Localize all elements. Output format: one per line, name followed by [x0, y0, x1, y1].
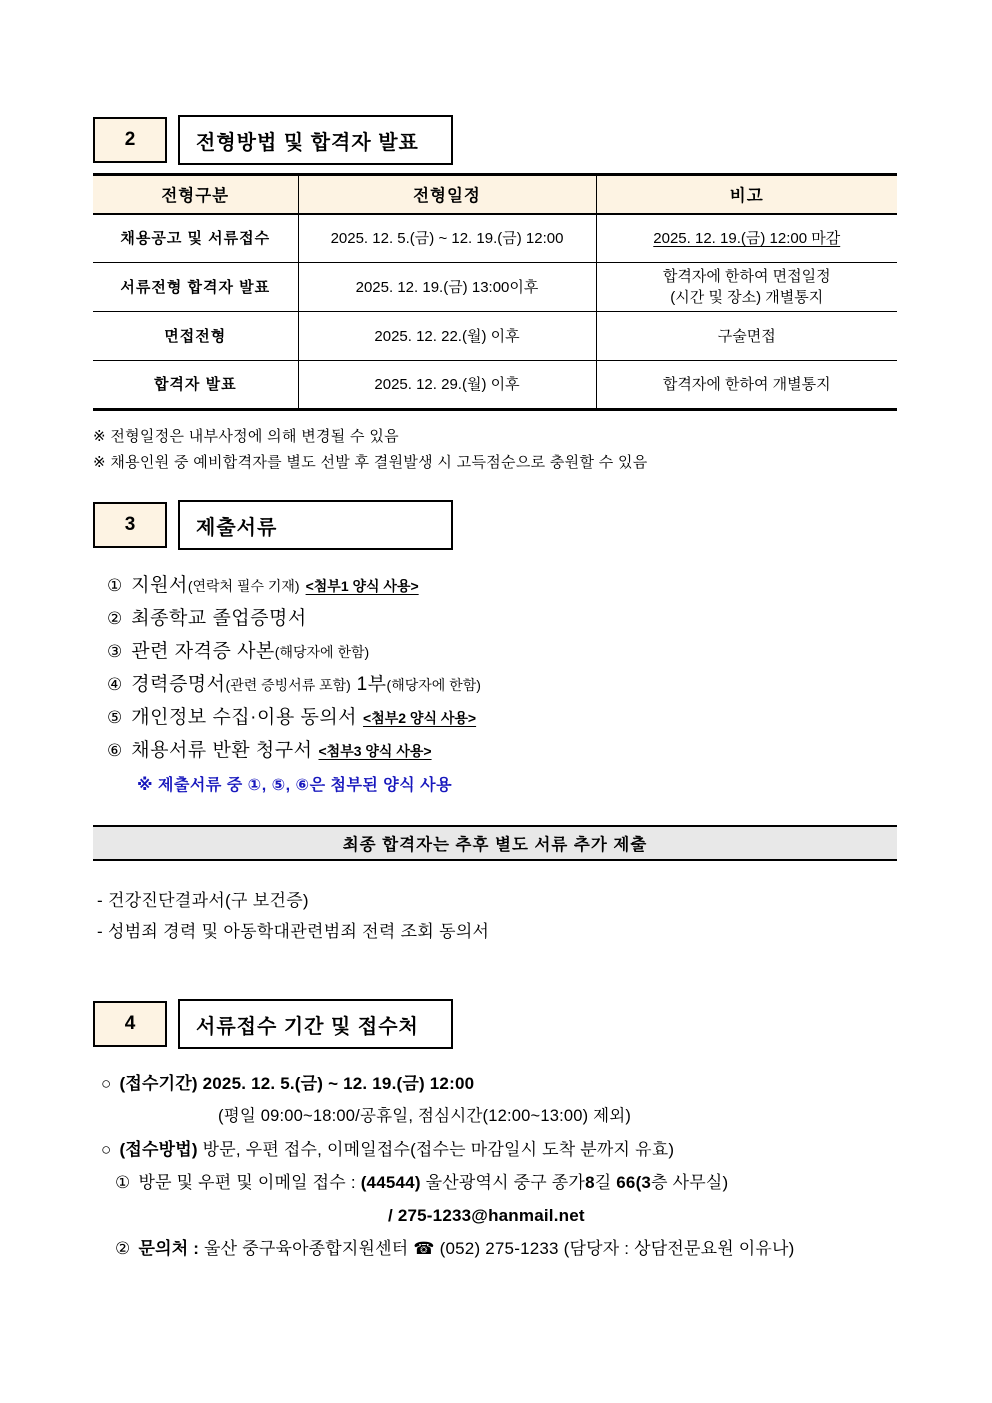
postal-code: (44544)	[360, 1173, 421, 1192]
note-line: ※ 전형일정은 내부사정에 의해 변경될 수 있음	[93, 428, 399, 445]
item-subtext: (해당자에 한함)	[274, 644, 370, 660]
section-4-title: 서류접수 기간 및 접수처	[178, 999, 453, 1049]
section-3-number-badge: 3	[93, 502, 167, 548]
cell-category: 채용공고 및 서류접수	[93, 214, 298, 263]
contact-value: 울산 중구육아종합지원센터 ☎ (052) 275-1233 (담당자 : 상담전문요원 이유나)	[199, 1239, 795, 1258]
reception-method-label: (접수방법)	[119, 1140, 198, 1159]
item-number: ②	[115, 1239, 131, 1258]
table-row-interview	[93, 312, 897, 361]
reception-period-label: (접수기간)	[119, 1074, 198, 1093]
address-text: 방문 및 우편 및 이메일 접수 :	[138, 1173, 361, 1192]
list-item	[107, 735, 897, 768]
item-text: 경력증명서	[131, 674, 226, 695]
list-item	[107, 603, 897, 636]
section-4-number-badge: 4	[93, 1001, 167, 1047]
cell-remark	[596, 263, 897, 312]
item-number: ②	[107, 609, 123, 628]
cell-category: 면접전형	[93, 312, 298, 361]
address-text: 66(3	[616, 1173, 652, 1192]
section-3-header	[93, 500, 897, 550]
column-header-category: 전형구분	[93, 175, 298, 214]
attachment-form-note: <첨부2 양식 사용>	[363, 710, 477, 726]
item-text: 1부	[350, 674, 387, 695]
item-subtext: (해당자에 한함)	[386, 677, 481, 693]
list-item	[107, 669, 897, 702]
address-text: 층 사무실)	[651, 1173, 729, 1192]
list-item	[107, 570, 897, 603]
selection-schedule-table	[93, 173, 897, 411]
cell-remark: 구술면접	[596, 312, 897, 361]
extra-doc-line: - 건강진단결과서(구 보건증)	[97, 891, 309, 910]
item-number: ⑥	[107, 741, 123, 760]
contact-line	[93, 1232, 897, 1265]
note-line: ※ 채용인원 중 예비합격자를 별도 선발 후 결원발생 시 고득점순으로 충원할 수 있음	[93, 454, 648, 471]
item-text: 최종학교 졸업증명서	[131, 608, 307, 629]
table-row-application	[93, 214, 897, 263]
column-header-schedule: 전형일정	[298, 175, 596, 214]
address-text: 울산광역시 중구 종가	[420, 1173, 586, 1192]
item-number: ①	[107, 576, 123, 595]
item-number: ①	[115, 1173, 131, 1192]
section-3-title: 제출서류	[178, 500, 453, 550]
cell-schedule: 2025. 12. 22.(월) 이후	[298, 312, 596, 361]
reception-period-value: 2025. 12. 5.(금) ~ 12. 19.(금) 12:00	[197, 1074, 475, 1093]
cell-schedule: 2025. 12. 29.(월) 이후	[298, 361, 596, 410]
item-subtext: (연락처 필수 기재)	[187, 578, 300, 594]
address-text: 길	[594, 1173, 617, 1192]
column-header-remark: 비고	[596, 175, 897, 214]
reception-period-line	[93, 1067, 897, 1100]
attached-forms-note: ※ 제출서류 중 ①, ⑤, ⑥은 첨부된 양식 사용	[137, 777, 453, 794]
cell-remark: 합격자에 한하여 개별통지	[596, 361, 897, 410]
submission-document-list	[93, 570, 897, 800]
contact-label: 문의처 :	[138, 1239, 200, 1258]
reception-info	[93, 1067, 897, 1265]
circle-bullet: ○	[101, 1140, 112, 1159]
list-item	[107, 702, 897, 735]
item-text: 개인정보 수집·이용 동의서	[131, 707, 358, 728]
attachment-form-note: <첨부3 양식 사용>	[318, 743, 432, 759]
reception-address-line	[93, 1166, 897, 1199]
list-item	[107, 636, 897, 669]
cell-remark	[596, 214, 897, 263]
section-4-header	[93, 999, 897, 1049]
item-text: 지원서	[131, 575, 188, 596]
additional-documents-list	[93, 885, 897, 947]
address-text: 8	[585, 1173, 595, 1192]
item-subtext: (관련 증빙서류 포함)	[225, 677, 351, 693]
remark-line-1: 합격자에 한하여 면접일정	[662, 268, 831, 285]
item-number: ④	[107, 675, 123, 694]
table-header-row	[93, 175, 897, 214]
deadline-underlined-text: 2025. 12. 19.(금) 12:00 마감	[653, 229, 841, 247]
reception-hours-line: (평일 09:00~18:00/공휴일, 점심시간(12:00~13:00) 제외)	[218, 1107, 632, 1125]
item-text: 채용서류 반환 청구서	[131, 740, 313, 761]
table-row-document-result	[93, 263, 897, 312]
item-text: 관련 자격증 사본	[131, 641, 275, 662]
schedule-notes	[93, 424, 897, 476]
cell-schedule: 2025. 12. 5.(금) ~ 12. 19.(금) 12:00	[298, 214, 596, 263]
remark-line-2: (시간 및 장소) 개별통지	[670, 289, 824, 306]
section-2-number-badge: 2	[93, 117, 167, 163]
table-row-final-result	[93, 361, 897, 410]
final-candidate-banner: 최종 합격자는 추후 별도 서류 추가 제출	[93, 825, 897, 861]
reception-method-value: 방문, 우편 접수, 이메일접수(접수는 마감일시 도착 분까지 유효)	[197, 1140, 675, 1159]
cell-schedule: 2025. 12. 19.(금) 13:00이후	[298, 263, 596, 312]
reception-method-line	[93, 1133, 897, 1166]
cell-category: 서류전형 합격자 발표	[93, 263, 298, 312]
section-2-title: 전형방법 및 합격자 발표	[178, 115, 453, 165]
circle-bullet: ○	[101, 1074, 112, 1093]
extra-doc-line: - 성범죄 경력 및 아동학대관련범죄 전력 조회 동의서	[97, 922, 490, 941]
section-2-header	[93, 115, 897, 165]
item-number: ⑤	[107, 708, 123, 727]
reception-email-line: / 275-1233@hanmail.net	[388, 1206, 585, 1225]
item-number: ③	[107, 642, 123, 661]
attachment-form-note: <첨부1 양식 사용>	[305, 578, 419, 594]
cell-category: 합격자 발표	[93, 361, 298, 410]
